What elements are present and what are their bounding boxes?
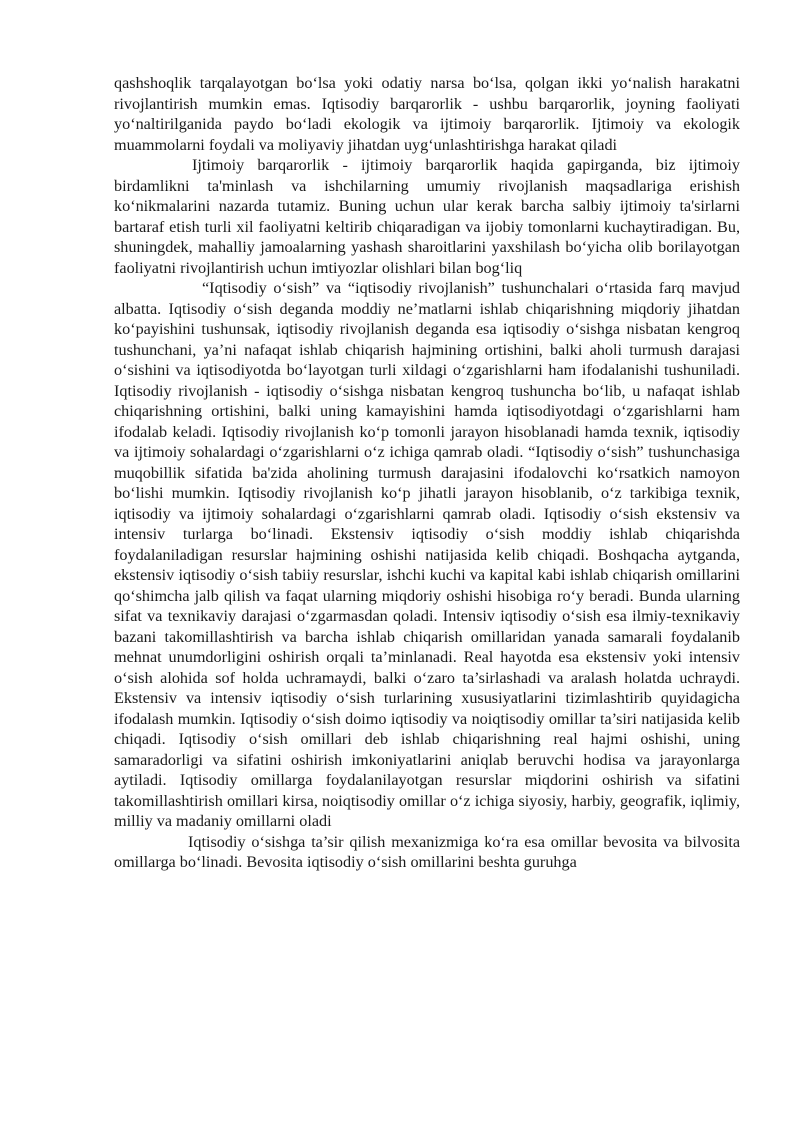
document-page <box>114 73 740 873</box>
paragraph-4: Iqtisodiy o‘sishga ta’sir qilish mexanizmiga ko‘ra esa omillar bevosita va bilvosita omillarga bo‘linadi. Bevosita iqtisodiy o‘sish omillarini beshta guruhga <box>114 832 740 871</box>
paragraph-3: “Iqtisodiy o‘sish” va “iqtisodiy rivojlanish” tushunchalari o‘rtasida farq mavjud albatta. Iqtisodiy o‘sish deganda moddiy ne’matlarni ishlab chiqarishning miqdoriy jihatdan ko‘payishini tushunsak, iqtisodiy rivojlanish deganda esa iqtisodiy o‘sishga nisbatan kengroq tushunchani, ya’ni nafaqat ishlab chiqarish hajmining ortishini, balki aholi turmush darajasi o‘sishini va iqtisodiyotda bo‘layotgan turli xildagi o‘zgarishlarni ham ifodalanishi tushuniladi. Iqtisodiy rivojlanish - iqtisodiy o‘sishga nisbatan kengroq tushuncha bo‘lib, u nafaqat ishlab chiqarishning ortishini, balki uning kamayishini hamda iqtisodiyotdagi o‘zgarishlarni ham ifodalab keladi. Iqtisodiy rivojlanish ko‘p tomonli jarayon hisoblanadi hamda texnik, iqtisodiy va ijtimoiy sohalardagi o‘zgarishlarni o‘z ichiga qamrab oladi. “Iqtisodiy o‘sish” tushunchasiga muqobillik sifatida ba'zida aholining turmush darajasini ifodalovchi ko‘rsatkich namoyon bo‘lishi mumkin. Iqtisodiy rivojlanish ko‘p jihatli jarayon hisoblanib, o‘z tarkibiga texnik, iqtisodiy va ijtimoiy sohalardagi o‘zgarishlarni qamrab oladi. Iqtisodiy o‘sish ekstensiv va intensiv turlarga bo‘linadi. Ekstensiv iqtisodiy o‘sish moddiy ishlab chiqarishda foydalaniladigan resurslar hajmining oshishi natijasida kelib chiqadi. Boshqacha aytganda, ekstensiv iqtisodiy o‘sish tabiiy resurslar, ishchi kuchi va kapital kabi ishlab chiqarish omillarini qo‘shimcha jalb qilish va faqat ularning miqdoriy oshishi hisobiga ro‘y beradi. Bunda ularning sifat va texnikaviy darajasi o‘zgarmasdan qoladi. Intensiv iqtisodiy o‘sish esa ilmiy-texnikaviy bazani takomillashtirish va barcha ishlab chiqarish omillaridan yanada samarali foydalanib mehnat unumdorligini oshirish orqali ta’minlanadi. Real hayotda esa ekstensiv yoki intensiv o‘sish alohida sof holda uchramaydi, balki o‘zaro ta’sirlashadi va aralash holatda uchraydi. Ekstensiv va intensiv iqtisodiy o‘sish turlarining xususiyatlarini tizimlashtirib quyidagicha ifodalash mumkin. Iqtisodiy o‘sish doimo iqtisodiy va noiqtisodiy omillar ta’siri natijasida kelib chiqadi. Iqtisodiy o‘sish omillari deb ishlab chiqarishning real hajmi oshishi, uning samaradorligi va sifatini oshirish imkoniyatlarini aniqlab beruvchi hodisa va jarayonlarga aytiladi. Iqtisodiy omillarga foydalanilayotgan resurslar miqdorini oshirish va sifatini takomillashtirish omillari kirsa, noiqtisodiy omillar o‘z ichiga siyosiy, harbiy, geografik, iqlimiy, milliy va madaniy omillarni oladi <box>114 279 740 830</box>
paragraph-1: qashshoqlik tarqalayotgan bo‘lsa yoki odatiy narsa bo‘lsa, qolgan ikki yo‘nalish harakatni rivojlantirish mumkin emas. Iqtisodiy barqarorlik - ushbu barqarorlik, joyning faoliyati yo‘naltirilganida paydo bo‘ladi ekologik va ijtimoiy barqarorlik. Ijtimoiy va ekologik muammolarni foydali va moliyaviy jihatdan uyg‘unlashtirishga harakat qiladi <box>114 74 740 154</box>
paragraph-2: Ijtimoiy barqarorlik - ijtimoiy barqarorlik haqida gapirganda, biz ijtimoiy birdamlikni ta'minlash va ishchilarning umumiy rivojlanish maqsadlariga erishish ko‘nikmalarini nazarda tutamiz. Buning uchun ular kerak barcha salbiy ijtimoiy ta'sirlarni bartaraf etish turli xil faoliyatni keltirib chiqaradigan va ijobiy tomonlarni kuchaytiradigan. Bu, shuningdek, mahalliy jamoalarning yashash sharoitlarini yaxshilash bo‘yicha olib borilayotgan faoliyatni rivojlantirish uchun imtiyozlar olishlari bilan bog‘liq <box>114 156 740 277</box>
